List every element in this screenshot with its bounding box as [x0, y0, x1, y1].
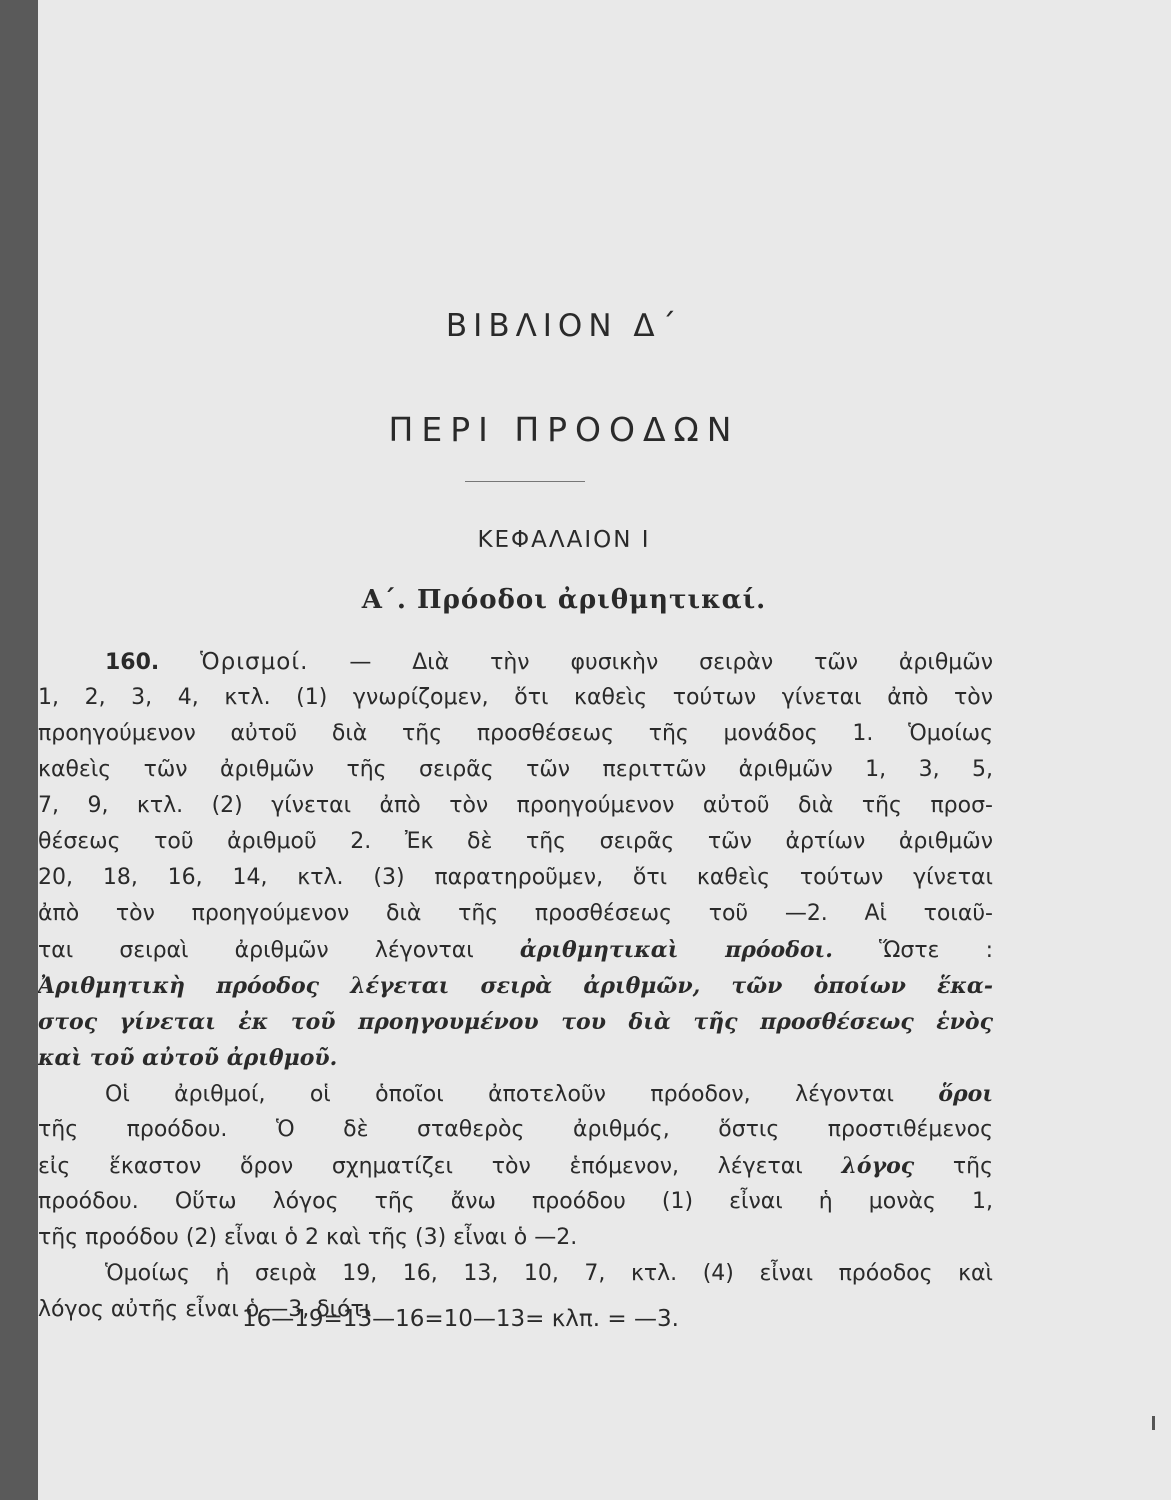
paragraph-number: 160. [105, 650, 160, 675]
text-line: λόγος αὐτῆς εἶναι ὁ —3, διότι [38, 1297, 372, 1322]
text-span: τῆς [914, 1154, 994, 1179]
text-line: τῆς προόδου. Ὁ δὲ σταθερὸς ἀριθμός, ὅστις προστιθέμενος [38, 1117, 993, 1142]
text-line: προόδου. Οὕτω λόγος τῆς ἄνω προόδου (1) εἶναι ἡ μονὰς 1, [38, 1189, 993, 1214]
text-line: ἀπὸ τὸν προηγούμενον διὰ τῆς προσθέσεως τοῦ —2. Αἱ τοιαῦ- [38, 901, 993, 926]
text-line: 7, 9, κτλ. (2) γίνεται ἀπὸ τὸν προηγούμενον αὐτοῦ διὰ τῆς προσ- [38, 793, 993, 818]
section-heading: Α΄. Πρόοδοι ἀριθμητικαί. [361, 585, 767, 615]
book-title: ΒΙΒΛΙΟΝ Δ΄ [445, 308, 683, 344]
definition-line: στος γίνεται ἐκ τοῦ προηγουμένου του διὰ τῆς προσθέσεως ἑνὸς [38, 1009, 993, 1035]
text-span: Οἱ ἀριθμοί, οἱ ὁποῖοι ἀποτελοῦν πρόοδον, λέγονται [105, 1082, 939, 1107]
equation: 16—19=13—16=10—13= κλπ. = —3. [242, 1306, 679, 1332]
definition-line: καὶ τοῦ αὐτοῦ ἀριθμοῦ. [38, 1045, 338, 1071]
text-line: 1, 2, 3, 4, κτλ. (1) γνωρίζομεν, ὅτι καθεὶς τούτων γίνεται ἀπὸ τὸν [38, 685, 993, 710]
subject-title: ΠΕΡΙ ΠΡΟΟΔΩΝ [388, 410, 740, 449]
text-line: καθεὶς τῶν ἀριθμῶν τῆς σειρᾶς τῶν περιττῶν ἀριθμῶν 1, 3, 5, [38, 757, 993, 782]
term-arithmetic-progressions: ἀριθμητικαὶ πρόοδοι. [519, 937, 833, 963]
text-line [38, 932, 993, 968]
term-ratio: λόγος [841, 1153, 915, 1179]
text-line: Ὁμοίως ἡ σειρὰ 19, 16, 13, 10, 7, κτλ. (4) εἶναι πρόοδος καὶ [105, 1261, 993, 1286]
definition-line: Ἀριθμητικὴ πρόοδος λέγεται σειρὰ ἀριθμῶν, τῶν ὁποίων ἕκα- [38, 973, 993, 999]
text-line: προηγούμενον αὐτοῦ διὰ τῆς προσθέσεως τῆς μονάδος 1. Ὁμοίως [38, 721, 993, 746]
term-terms: ὅροι [938, 1081, 993, 1107]
text-span: — Διὰ τὴν φυσικὴν σειρὰν τῶν ἀριθμῶν [308, 650, 993, 675]
text-line [105, 1076, 993, 1112]
text-span: Ὥστε : [832, 938, 993, 963]
book-page [38, 0, 1171, 1500]
text-line: τῆς προόδου (2) εἶναι ὁ 2 καὶ τῆς (3) εἶναι ὁ —2. [38, 1225, 578, 1250]
text-span: εἰς ἕκαστον ὅρον σχηματίζει τὸν ἑπόμενον, λέγεται [38, 1154, 842, 1179]
paragraph-heading: Ὁρισμοί. [200, 649, 309, 675]
text-line [105, 644, 993, 680]
title-divider [465, 481, 585, 482]
text-line: θέσεως τοῦ ἀριθμοῦ 2. Ἐκ δὲ τῆς σειρᾶς τῶν ἀρτίων ἀριθμῶν [38, 829, 993, 854]
page-mark [1152, 1416, 1155, 1430]
text-span: ται σειραὶ ἀριθμῶν λέγονται [38, 938, 520, 963]
text-line: 20, 18, 16, 14, κτλ. (3) παρατηροῦμεν, ὅτι καθεὶς τούτων γίνεται [38, 865, 993, 890]
chapter-heading: ΚΕΦΑΛΑΙΟΝ Ι [477, 527, 651, 553]
text-line [38, 1148, 993, 1184]
